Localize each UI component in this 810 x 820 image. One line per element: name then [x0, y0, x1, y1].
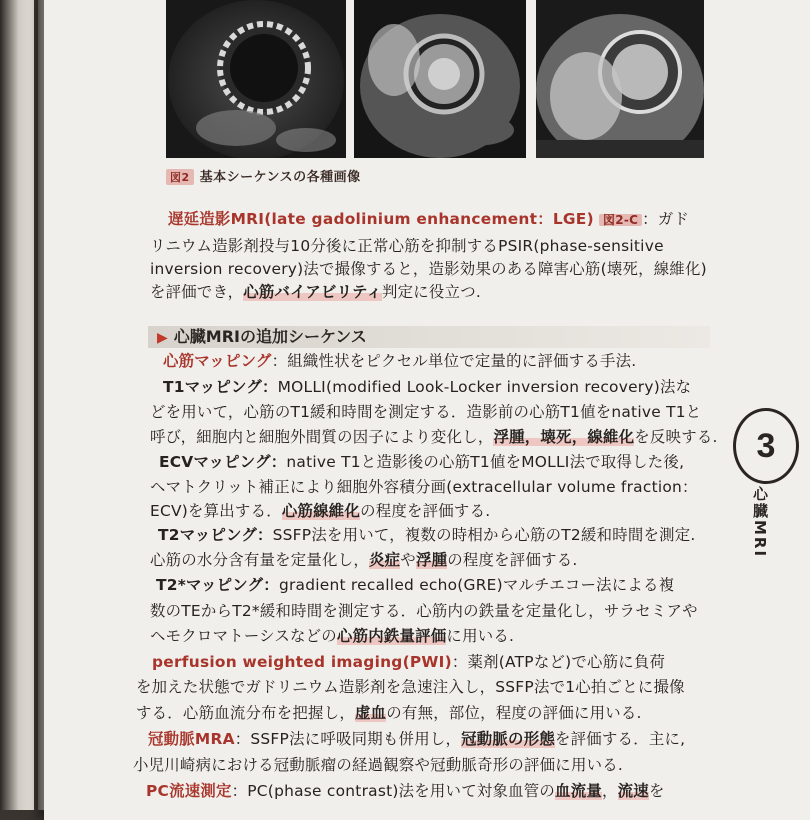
pwi-line1-text: ：薬剤(ATPなど)で心筋に負荷: [451, 653, 666, 671]
figure-caption-text: 基本シーケンスの各種画像: [199, 170, 361, 185]
t1-line3-post: を反映する.: [634, 428, 718, 446]
t1-line-1: [163, 380, 691, 395]
ecv-line-3: [150, 504, 490, 519]
t2s-line-3: [150, 629, 514, 644]
lge-line-1: [168, 212, 689, 227]
section-heading: [148, 326, 710, 348]
t2-lead: T2マッピング：: [158, 526, 273, 544]
figure-caption: [166, 166, 361, 185]
t2-line-2: [150, 553, 578, 568]
pwi-line3-highlight: 虚血: [354, 704, 387, 722]
chapter-number: 3: [733, 408, 799, 484]
t2s-line3-post: に用いる.: [446, 627, 515, 645]
t1-line-3: [150, 430, 718, 445]
t2s-line1-text: gradient recalled echo(GRE)マルチエコー法による複: [278, 576, 675, 594]
mra-line1-highlight: 冠動脈の形態: [461, 730, 555, 748]
lge-line-3: inversion recovery)法で撮像すると，造影効果のある障害心筋(壊死，線維化): [150, 260, 707, 278]
t2-line2-pre: 心筋の水分含有量を定量化し，: [150, 551, 369, 569]
lge-line-2: リニウム造影剤投与10分後に正常心筋を抑制するPSIR(phase-sensitive: [150, 237, 664, 255]
lge-line-4: [150, 285, 481, 300]
pc-line1-mid: ，: [601, 782, 618, 800]
t2s-line3-pre: ヘモクロマトーシスなどの: [150, 627, 337, 645]
ecv-line-2: ヘマトクリット補正により細胞外容積分画(extracellular volume fraction：: [150, 478, 698, 496]
ecv-line3-pre: ECV)を算出する．: [150, 502, 282, 520]
pwi-line3-pre: する．心筋血流分布を把握し，: [136, 704, 355, 722]
mra-lead: 冠動脈MRA: [148, 730, 235, 748]
t2-line2-highlight-1: 炎症: [368, 551, 401, 569]
t1-line-2: どを用いて，心筋のT1緩和時間を測定する．造影前の心筋T1値をnative T1と: [150, 403, 702, 421]
pc-line-1: [146, 784, 665, 799]
chapter-label: 心臓MRI: [751, 486, 769, 559]
t2-line2-highlight-2: 浮腫: [415, 551, 448, 569]
pwi-lead: perfusion weighted imaging(PWI): [152, 653, 452, 671]
pwi-line-1: [152, 655, 665, 670]
pc-line1-highlight-2: 流速: [617, 782, 649, 800]
t2-line-1: [158, 528, 696, 543]
mapping-text: ：組織性状をピクセル単位で定量的に評価する手法.: [271, 352, 637, 370]
pc-lead: PC流速測定: [146, 782, 232, 800]
t2s-line-2: 数のTEからT2*緩和時間を測定する．心筋内の鉄量を定量化し，サラセミアや: [150, 602, 698, 620]
mra-line1-pre: ：SSFP法に呼吸同期も併用し，: [234, 730, 462, 748]
mra-line-2: 小児川崎病における冠動脈瘤の経過観察や冠動脈奇形の評価に用いる.: [133, 756, 624, 774]
ecv-line-1: [159, 455, 684, 470]
mapping-lead: 心筋マッピング: [163, 352, 272, 370]
t1-line1-text: MOLLI(modified Look-Locker inversion recovery)法な: [277, 378, 692, 396]
lge-line4-post: 判定に役立つ.: [382, 283, 481, 301]
t2s-lead: T2*マッピング：: [156, 576, 279, 594]
lge-line4-pre: を評価でき，: [150, 283, 244, 301]
mra-line1-post: を評価する．主に,: [554, 730, 686, 748]
pc-line1-highlight-1: 血流量: [555, 782, 602, 800]
pwi-line-3: [136, 706, 642, 721]
pc-line1-post: を: [648, 782, 665, 800]
t1-lead: T1マッピング：: [163, 378, 278, 396]
ecv-line1-text: native T1と造影後の心筋T1値をMOLLI法で取得した後,: [286, 453, 685, 471]
mri-image-a: [166, 0, 346, 158]
pwi-line3-post: の有無，部位，程度の評価に用いる.: [386, 704, 642, 722]
t1-line3-highlight: 浮腫，壊死，線維化: [493, 428, 635, 446]
ecv-line3-highlight: 心筋線維化: [281, 502, 361, 520]
section-heading-text: 心臓MRIの追加シーケンス: [173, 327, 367, 346]
lge-lead: 遅延造影MRI(late gadolinium enhancement：LGE): [168, 210, 594, 228]
pc-line1-pre: ：PC(phase contrast)法を用いて対象血管の: [231, 782, 556, 800]
figure-ref: 図2-C: [599, 214, 642, 226]
mra-line-1: [148, 732, 685, 747]
mri-image-b: [354, 0, 526, 158]
ecv-lead: ECVマッピング：: [159, 453, 287, 471]
lge-line1-tail: ：ガド: [642, 210, 690, 228]
lge-line4-highlight: 心筋バイアビリティ: [243, 283, 382, 301]
t2-line2-mid: や: [400, 551, 416, 569]
t2-line1-text: SSFP法を用いて，複数の時相から心筋のT2緩和時間を測定.: [272, 526, 696, 544]
figure-tag: 図2: [166, 169, 194, 185]
ecv-line3-post: の程度を評価する.: [360, 502, 491, 520]
triangle-icon: ▶: [157, 330, 168, 346]
t2s-line-1: [156, 578, 674, 593]
t2-line2-post: の程度を評価する.: [447, 551, 578, 569]
t1-line3-pre: 呼び，細胞内と細胞外間質の因子により変化し，: [150, 428, 494, 446]
t2s-line3-highlight: 心筋内鉄量評価: [336, 627, 447, 645]
pwi-line-2: を加えた状態でガドリニウム造影剤を急速注入し，SSFP法で1心拍ごとに撮像: [136, 678, 685, 696]
mapping-line: [163, 354, 636, 369]
adjacent-page: [0, 0, 34, 810]
mri-image-c: [536, 0, 704, 158]
